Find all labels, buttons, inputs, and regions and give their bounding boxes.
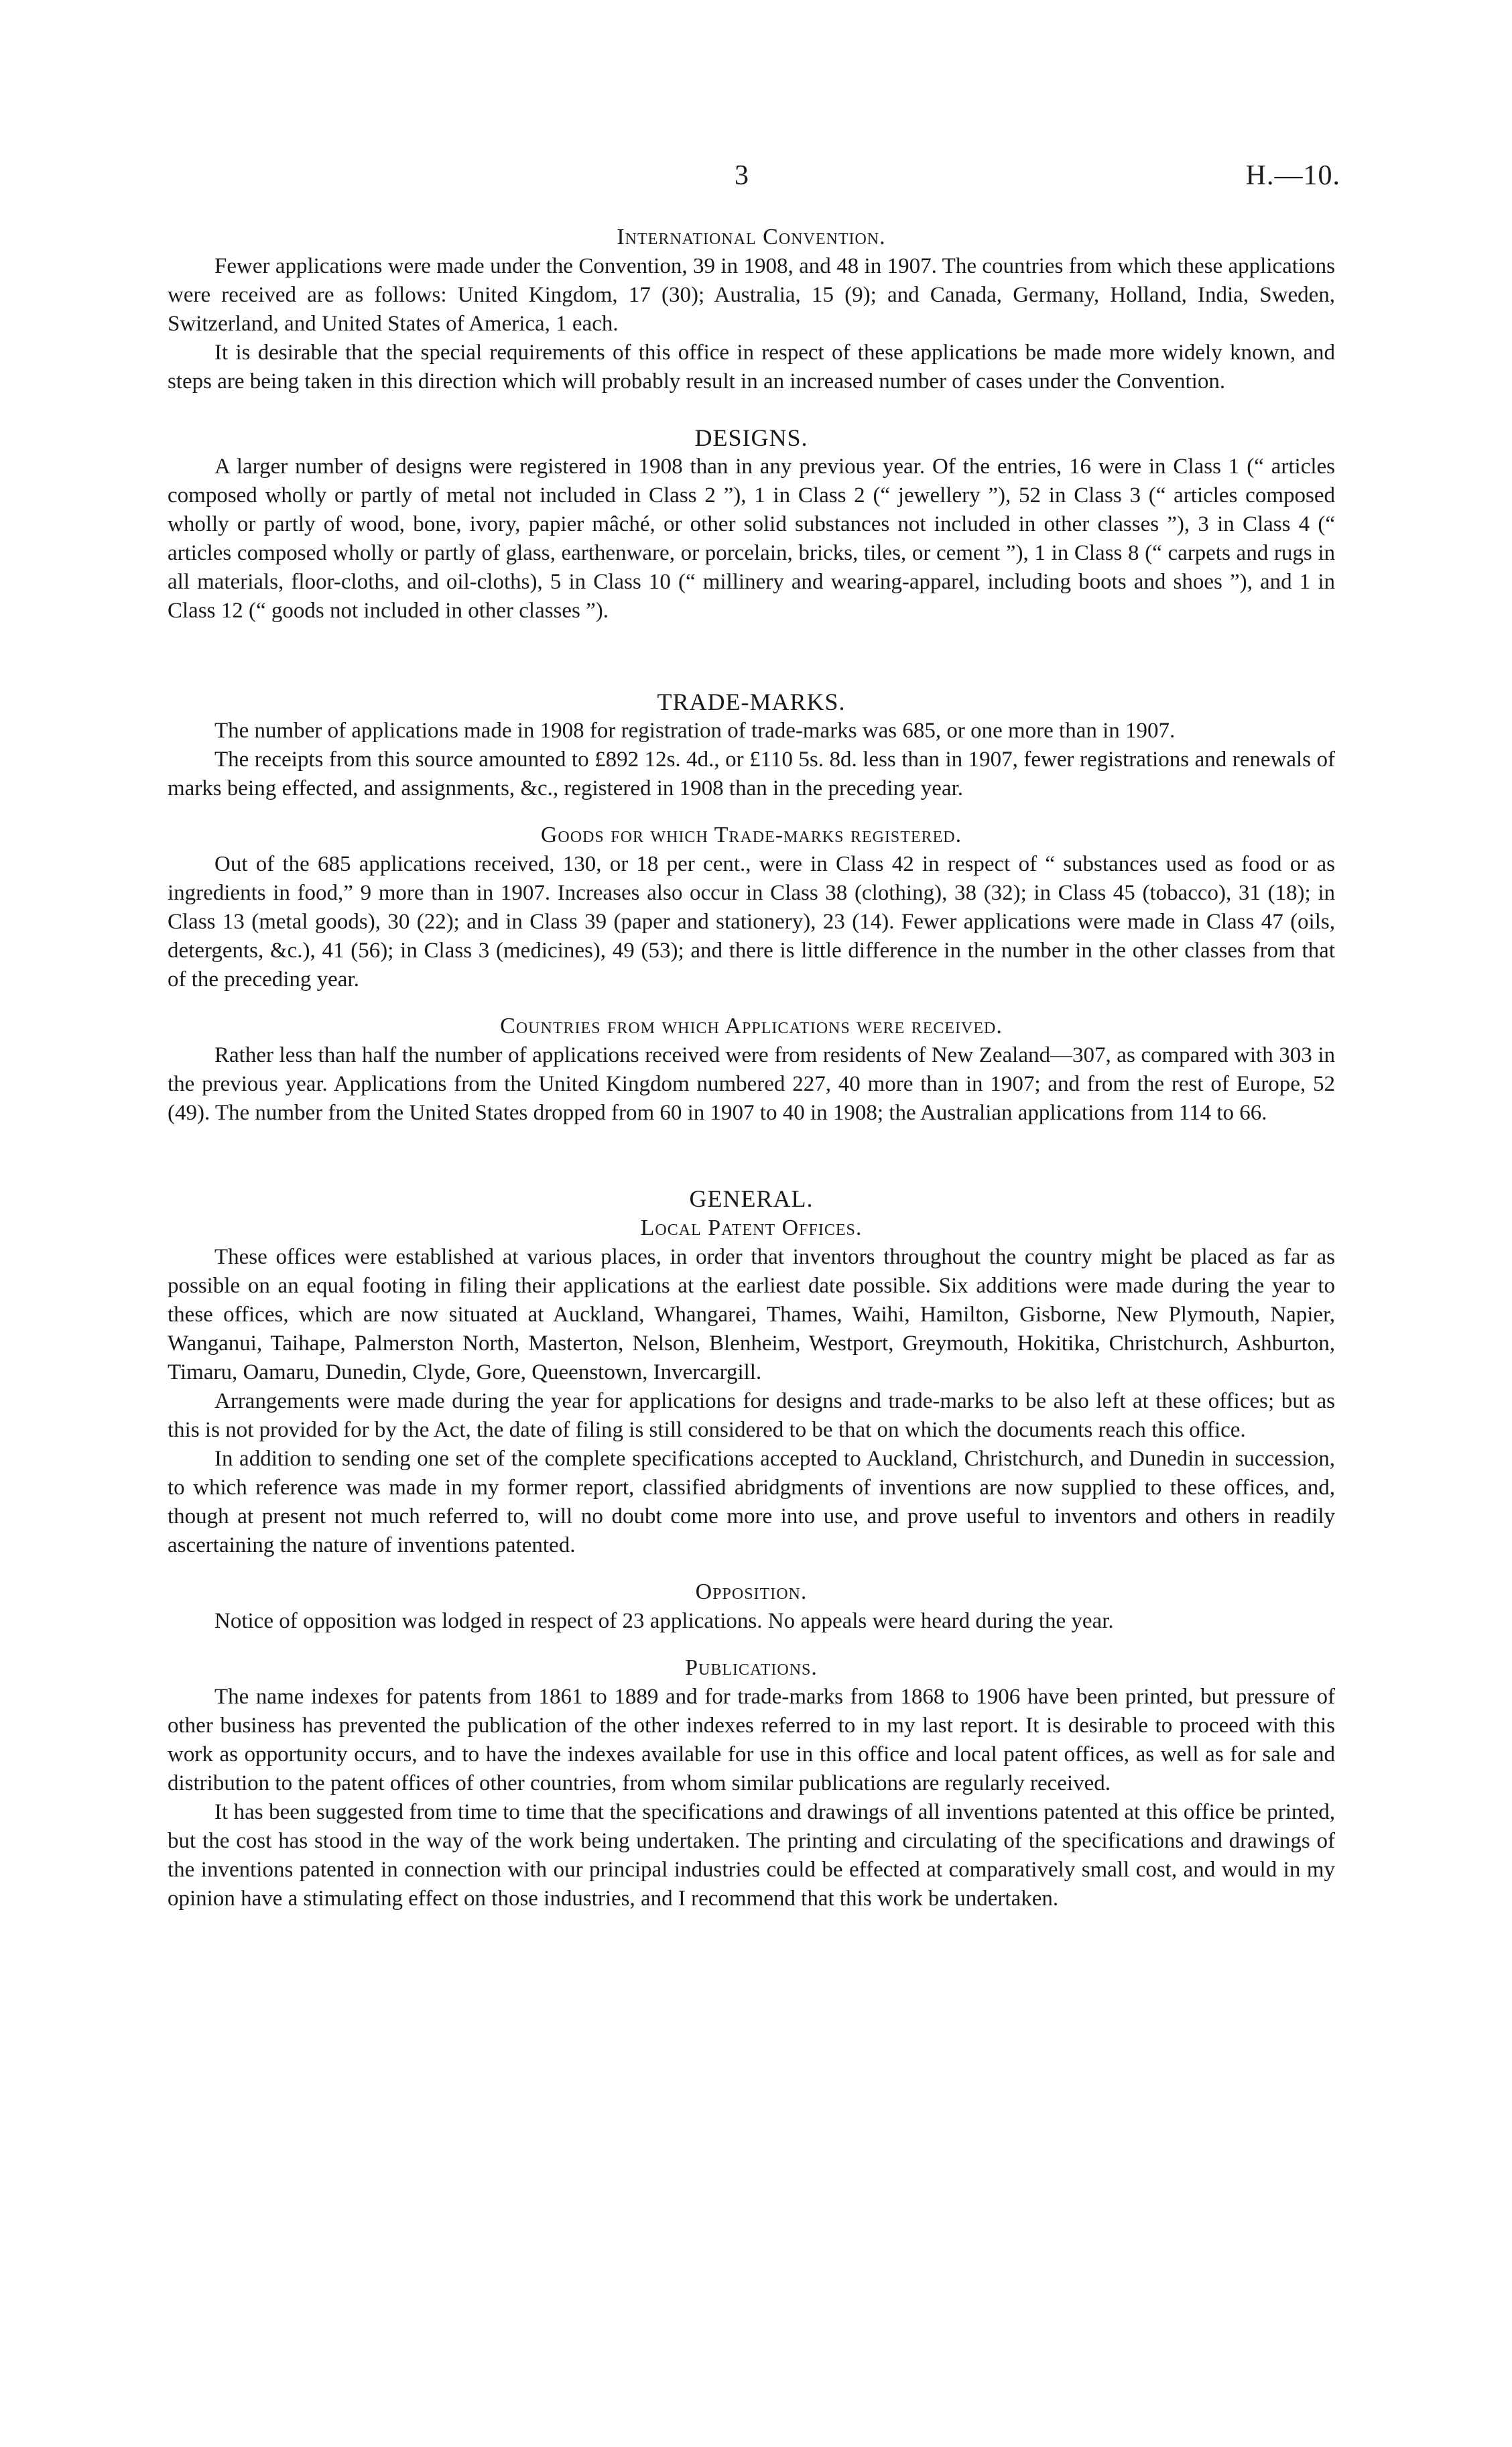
- opposition-paragraph: Notice of opposition was lodged in respect of 23 applications. No appeals were heard during the year.: [214, 1609, 1114, 1633]
- general-section: [168, 1184, 1335, 1913]
- document-reference: H.—10.: [1245, 160, 1340, 191]
- page-number: 3: [735, 160, 749, 191]
- international-paragraph-1: Fewer applications were made under the Convention, 39 in 1908, and 48 in 1907. The countries from which these applications were received are as follows: United Kingdom, 17 (30); Australia, 15 (9); and Canada, Germany, Holland, India, Sweden, Switzerland, and United States of America, 1 each.: [168, 254, 1335, 336]
- international-paragraph-2: It is desirable that the special requirements of this office in respect of these applications be made more widely known, and steps are being taken in this direction which will probably result in an increased number of cases under the Convention.: [168, 341, 1335, 394]
- page-header: [0, 160, 1512, 200]
- trade-marks-heading: TRADE-MARKS.: [657, 689, 846, 715]
- local-offices-paragraph-2: Arrangements were made during the year for applications for designs and trade-marks to be also left at these offices; but as this is not provided for by the Act, the date of filing is still considered to be that on which the documents reach this office.: [168, 1389, 1335, 1442]
- international-convention-heading: International Convention.: [617, 225, 886, 249]
- trade-marks-section: [168, 687, 1335, 1128]
- local-offices-paragraph-1: These offices were established at various places, in order that inventors throughout the country might be placed as far as possible on an equal footing in filing their applications at the earliest date possible. Six additions were made during the year to these offices, which are now situated at Auckland, Whangarei, Thames, Waihi, Hamilton, Gisborne, New Plymouth, Napier, Wanganui, Taihape, Palmerston North, Masterton, Nelson, Blenheim, Westport, Greymouth, Hokitika, Christchurch, Ashburton, Timaru, Oamaru, Dunedin, Clyde, Gore, Queenstown, Invercargill.: [168, 1245, 1335, 1384]
- designs-paragraph: A larger number of designs were registered in 1908 than in any previous year. Of the entries, 16 were in Class 1 (“ articles composed wholly or partly of metal not included in Class 2 ”), 1 in Class 2 (“ jewellery ”), 52 in Class 3 (“ articles composed wholly or partly of wood, bone, ivory, papier mâché, or other solid substances not included in other classes ”), 3 in Class 4 (“ articles composed wholly or partly of glass, earthenware, or porcelain, bricks, tiles, or cement ”), 1 in Class 8 (“ carpets and rugs in all materials, floor-cloths, and oil-cloths), 5 in Class 10 (“ millinery and wearing-apparel, including boots and shoes ”), and 1 in Class 12 (“ goods not included in other classes ”).: [168, 455, 1335, 623]
- opposition-subheading: Opposition.: [695, 1579, 808, 1604]
- countries-subheading: Countries from which Applications were received.: [500, 1014, 1003, 1038]
- publications-paragraph-2: It has been suggested from time to time that the specifications and drawings of all inventions patented at this office be printed, but the cost has stood in the way of the work being undertaken. The printing and circulating of the specifications and drawings of the inventions patented in connection with our principal industries could be effected at comparatively small cost, and would in my opinion have a stimulating effect on those industries, and I recommend that this work be undertaken.: [168, 1800, 1335, 1911]
- goods-paragraph: Out of the 685 applications received, 130, or 18 per cent., were in Class 42 in respect of “ substances used as food or as ingredients in food,” 9 more than in 1907. Increases also occur in Class 38 (clothing), 38 (32); in Class 45 (tobacco), 31 (18); in Class 13 (metal goods), 30 (22); and in Class 39 (paper and stationery), 23 (14). Fewer applications were made in Class 47 (oils, detergents, &c.), 41 (56); in Class 3 (medicines), 49 (53); and there is little difference in the number in the other classes from that of the preceding year.: [168, 852, 1335, 992]
- countries-paragraph: Rather less than half the number of applications received were from residents of New Zealand—307, as compared with 303 in the previous year. Applications from the United Kingdom numbered 227, 40 more than in 1907; and from the rest of Europe, 52 (49). The number from the United States dropped from 60 in 1907 to 40 in 1908; the Australian applications from 114 to 66.: [168, 1043, 1335, 1125]
- local-offices-paragraph-3: In addition to sending one set of the complete specifications accepted to Auckland, Christchurch, and Dunedin in succession, to which reference was made in my former report, classified abridgments of inventions are now supplied to these offices, and, though at present not much referred to, will no doubt come more into use, and prove useful to inventors and others in readily ascertaining the nature of inventions patented.: [168, 1447, 1335, 1557]
- international-convention-section: [168, 223, 1335, 396]
- publications-subheading: Publications.: [685, 1655, 818, 1680]
- goods-subheading: Goods for which Trade-marks registered.: [540, 823, 962, 847]
- general-heading: GENERAL.: [689, 1185, 814, 1212]
- publications-paragraph-1: The name indexes for patents from 1861 to 1889 and for trade-marks from 1868 to 1906 have been printed, but pressure of other business has prevented the publication of the other indexes referred to in my last report. It is desirable to proceed with this work as opportunity occurs, and to have the indexes available for use in this office and local patent offices, as well as for sale and distribution to the patent offices of other countries, from whom similar publications are regularly received.: [168, 1685, 1335, 1795]
- trade-marks-paragraph-1: The number of applications made in 1908 for registration of trade-marks was 685, or one more than in 1907.: [214, 719, 1176, 743]
- trade-marks-paragraph-2: The receipts from this source amounted to £892 12s. 4d., or £110 5s. 8d. less than in 1907, fewer registrations and renewals of marks being effected, and assignments, &c., registered in 1908 than in the preceding year.: [168, 748, 1335, 800]
- page-body: [168, 223, 1335, 1913]
- local-patent-offices-subheading: Local Patent Offices.: [640, 1215, 863, 1240]
- designs-heading: DESIGNS.: [694, 424, 808, 451]
- designs-section: [168, 423, 1335, 625]
